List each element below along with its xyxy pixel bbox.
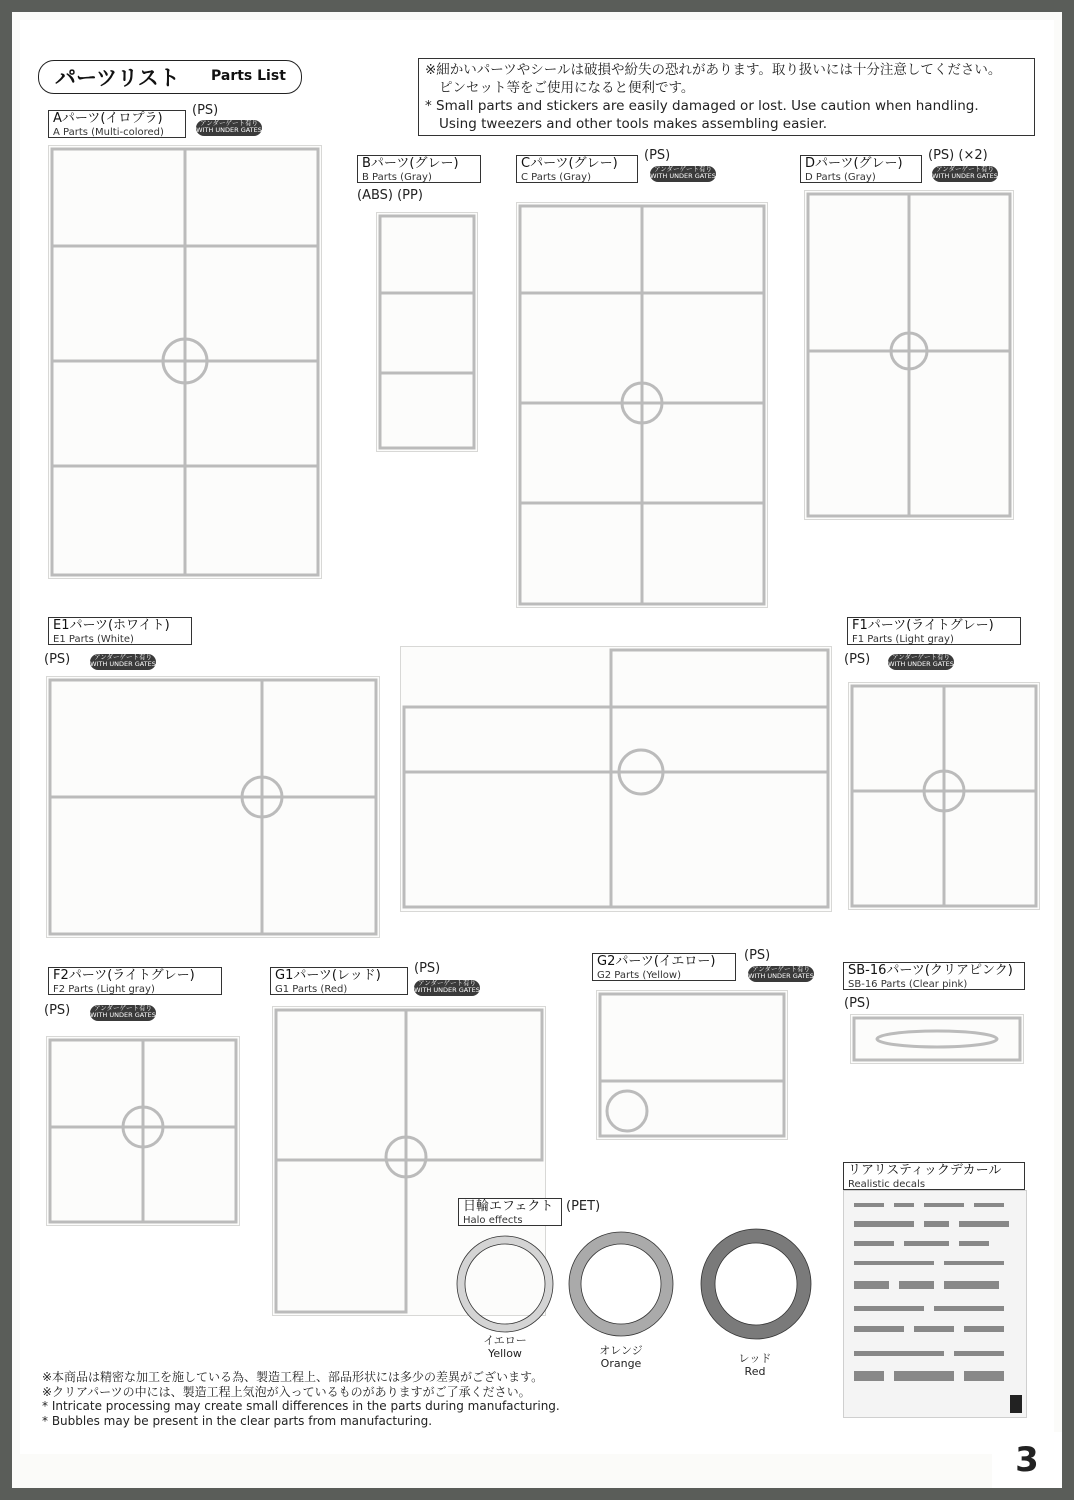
runner-d [804,190,1014,520]
decal-sheet [843,1190,1027,1418]
notice-line2-jp: ピンセット等をご使用になると便利です。 [439,80,695,96]
label-a-parts: Aパーツ(イロプラ) A Parts (Multi-colored) [48,110,186,138]
runner-b [376,212,478,452]
label-d-parts: Dパーツ(グレー) D Parts (Gray) [800,155,922,183]
under-gates-badge-e1: アンダーゲート有り WITH UNDER GATES [90,654,156,668]
runner-e1 [46,676,380,938]
footer-notes: ※本商品は精密な加工を施している為、製造工程上、部品形状には多少の差異がございます。 ※クリアパーツの中には、製造工程上気泡が入っているものがありますがご了承ください。 * Intricate processing may create small differences in the parts during manufacturing. * Bubbles may be present in the clear parts from manufacturing. [42,1370,560,1428]
title-en: Parts List [211,68,286,84]
under-gates-badge-f1: アンダーゲート有り WITH UNDER GATES [888,654,954,668]
material-e1: (PS) [44,652,71,667]
notice-line2-en: Using tweezers and other tools makes assembling easier. [439,116,828,132]
runner-c [516,202,768,608]
title-jp: パーツリスト [55,66,180,90]
under-gates-badge-a: アンダーゲート有り WITH UNDER GATES [196,120,262,134]
material-g2: (PS) [744,948,771,963]
material-c: (PS) [644,148,671,163]
halo-orange [575,1238,667,1330]
label-e1-parts: E1パーツ(ホワイト) E1 Parts (White) [48,617,192,645]
halo-rings [450,1228,820,1348]
label-f2-parts: F2パーツ(ライトグレー) F2 Parts (Light gray) [48,967,222,995]
under-gates-badge-f2: アンダーゲート有り WITH UNDER GATES [90,1005,156,1019]
runner-a-frame [49,146,321,578]
material-f2: (PS) [44,1003,71,1018]
runner-f1 [848,682,1040,910]
halo-label-orange: オレンジ Orange [599,1344,643,1370]
label-b-parts: Bパーツ(グレー) B Parts (Gray) [357,155,481,183]
under-gates-badge-d: アンダーゲート有り WITH UNDER GATES [932,166,998,180]
parts-list-title [38,60,302,94]
runner-f2 [46,1036,240,1226]
runner-sb16 [850,1014,1024,1064]
notice-line1-jp: ※細かいパーツやシールは破損や紛失の恐れがあります。取り扱いには十分注意してください。 [425,62,1002,78]
material-sb16: (PS) [844,996,871,1011]
halo-label-yellow: イエロー Yellow [483,1334,527,1360]
under-gates-badge-g2: アンダーゲート有り WITH UNDER GATES [748,966,814,980]
halo-red [708,1236,804,1332]
label-g1-parts: G1パーツ(レッド) G1 Parts (Red) [270,967,408,995]
under-gates-badge-c: アンダーゲート有り WITH UNDER GATES [650,166,716,180]
material-a: (PS) [192,103,219,118]
notice-line1-en: * Small parts and stickers are easily damaged or lost. Use caution when handling. [425,98,979,114]
label-g2-parts: G2パーツ(イエロー) G2 Parts (Yellow) [592,953,736,981]
page-number: 3 [992,1432,1062,1488]
material-g1: (PS) [414,961,441,976]
under-gates-badge-g1: アンダーゲート有り WITH UNDER GATES [414,980,480,994]
runner-g2 [596,990,788,1140]
material-b: (ABS) (PP) [357,188,423,203]
halo-label-red: レッド Red [738,1352,772,1378]
handling-notice [418,58,1035,136]
label-halo-effects: 日輪エフェクト Halo effects [458,1198,562,1226]
runner-a [48,145,322,579]
material-halo: (PET) [566,1199,601,1214]
runner-e2 [400,646,832,912]
label-realistic-decals: リアリスティックデカール Realistic decals [843,1162,1025,1190]
material-d: (PS) (×2) [928,148,988,163]
halo-yellow [461,1240,549,1328]
label-c-parts: Cパーツ(グレー) C Parts (Gray) [516,155,638,183]
material-f1: (PS) [844,652,871,667]
label-sb16-parts: SB-16パーツ(クリアピンク) SB-16 Parts (Clear pink) [843,962,1025,990]
label-f1-parts: F1パーツ(ライトグレー) F1 Parts (Light gray) [847,617,1021,645]
